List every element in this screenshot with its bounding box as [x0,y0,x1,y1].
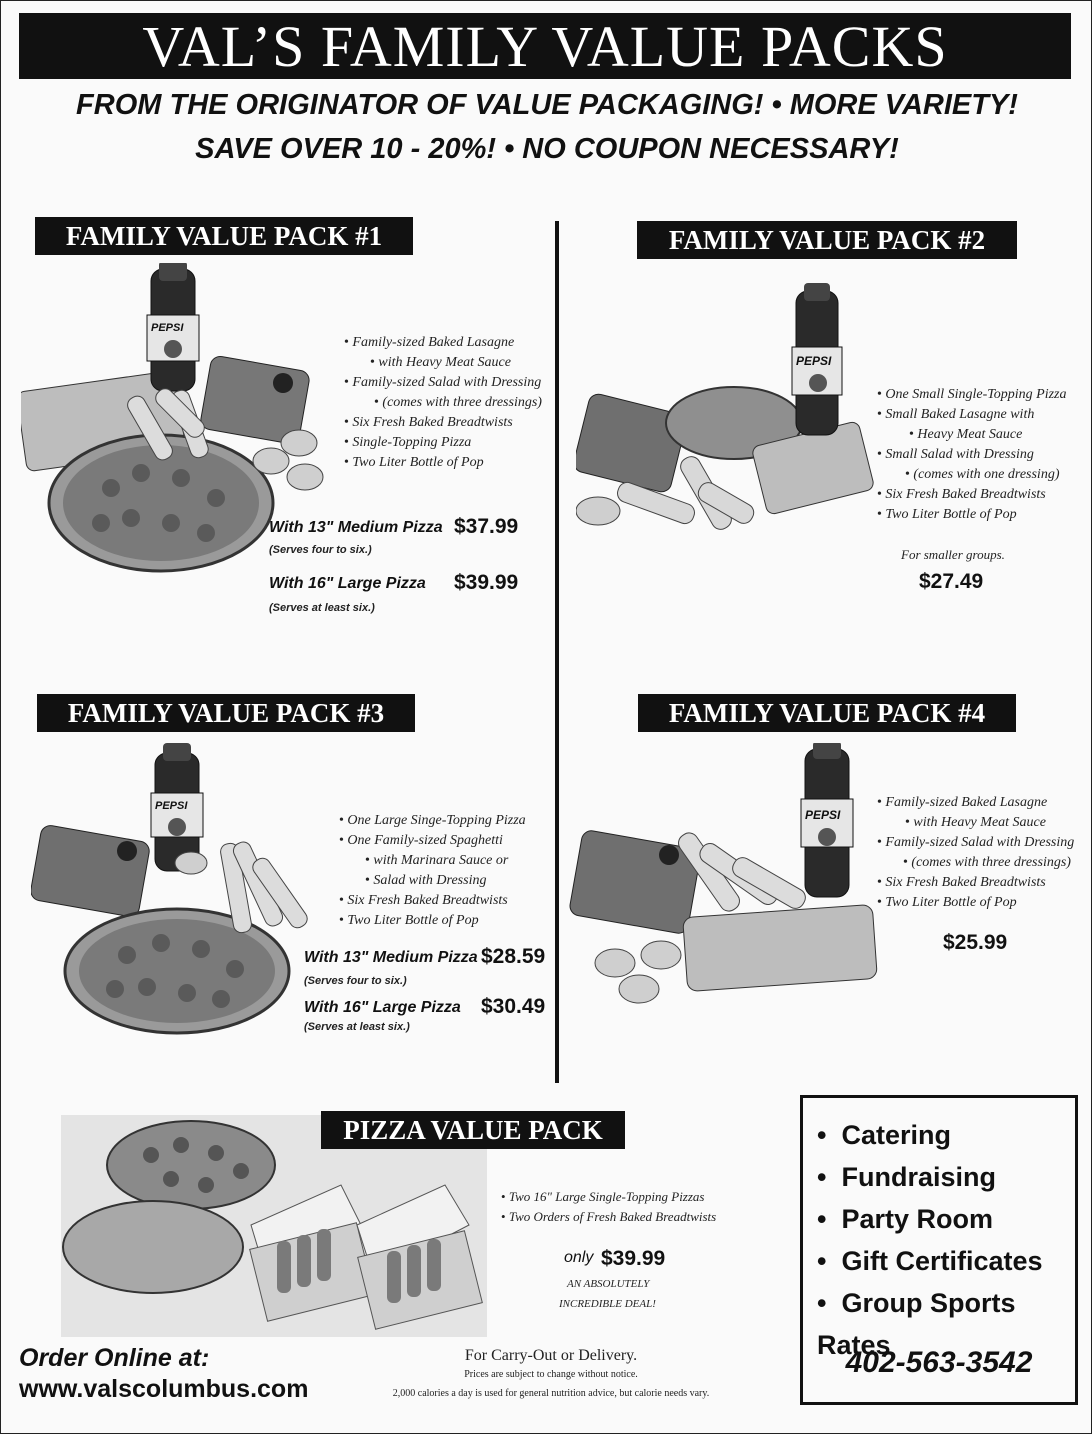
pack1-bottle-brand: PEPSI [151,322,184,334]
services-list [817,1114,1075,1366]
tagline-savings: SAVE OVER 10 - 20%! • NO COUPON NECESSARY! [195,133,899,165]
pack2-item: • Small Salad with Dressing [877,445,1087,465]
service-party-room: • Party Room [817,1198,1075,1240]
calorie-notice: 2,000 calories a day is used for general nutrition advice, but calorie needs vary. [392,1388,710,1399]
pack1-medium-serves: (Serves four to six.) [269,544,372,556]
carry-out-text: For Carry-Out or Delivery. [464,1347,638,1364]
pack1-item: • Six Fresh Baked Breadtwists [344,413,564,433]
pack2-item: • Six Fresh Baked Breadtwists [877,485,1087,505]
pack1-label: FAMILY VALUE PACK #1 [35,217,413,255]
pack3-item: • One Family-sized Spaghetti [339,831,554,851]
pack4-item: • Six Fresh Baked Breadtwists [877,873,1087,893]
pack3-item: • Two Liter Bottle of Pop [339,911,554,931]
pack4-item: • Family-sized Salad with Dressing [877,833,1087,853]
pack4-bottle-brand: PEPSI [805,808,841,822]
pack3-large-option: With 16" Large Pizza [304,999,461,1016]
pack4-item: • with Heavy Meat Sauce [877,813,1087,833]
pack1-large-price: $39.99 [454,571,519,594]
pack4-item: • Two Liter Bottle of Pop [877,893,1087,913]
pack1-item: • Single-Topping Pizza [344,433,564,453]
pack2-item-list [877,385,1087,525]
pack1-item: • Two Liter Bottle of Pop [344,453,564,473]
pack3-label: FAMILY VALUE PACK #3 [37,694,415,732]
phone-number[interactable]: 402-563-3542 [845,1346,1033,1379]
website-link[interactable]: www.valscolumbus.com [19,1375,309,1403]
pack2-item: • Small Baked Lasagne with [877,405,1087,425]
pizza-pack-item: • Two Orders of Fresh Baked Breadtwists [501,1207,741,1227]
pack3-item: • with Marinara Sauce or [339,851,554,871]
pack1-item: • Family-sized Salad with Dressing [344,373,564,393]
price-notice: Prices are subject to change without notice. [464,1369,638,1380]
pack4-food-photo [569,743,879,1023]
pizza-pack-deal-line2: INCREDIBLE DEAL! [559,1298,656,1310]
pack3-item: • One Large Singe-Topping Pizza [339,811,554,831]
pack3-medium-price: $28.59 [481,945,546,968]
pizza-pack-price: $39.99 [601,1247,666,1270]
pack2-item: • Heavy Meat Sauce [877,425,1087,445]
pizza-pack-label: PIZZA VALUE PACK [321,1111,625,1149]
pack2-price: $27.49 [919,570,984,593]
pizza-pack-only: only [564,1249,594,1266]
pack3-item: • Six Fresh Baked Breadtwists [339,891,554,911]
pack4-label: FAMILY VALUE PACK #4 [638,694,1016,732]
pack3-item: • Salad with Dressing [339,871,554,891]
pack3-medium-serves: (Serves four to six.) [304,975,407,987]
pizza-pack-item-list [501,1187,741,1227]
service-gift-certificates: • Gift Certificates [817,1240,1075,1282]
tagline-originator: FROM THE ORIGINATOR OF VALUE PACKAGING! • MORE VARIETY! [76,89,1018,121]
pack4-item: • Family-sized Baked Lasagne [877,793,1087,813]
pack2-food-photo [576,283,876,543]
pack4-item: • (comes with three dressings) [877,853,1087,873]
service-fundraising: • Fundraising [817,1156,1075,1198]
pack1-item-list [344,333,564,473]
pack3-food-photo [31,743,321,1043]
pack3-large-price: $30.49 [481,995,546,1018]
pack1-medium-option: With 13" Medium Pizza [269,519,443,536]
pack2-item: • Two Liter Bottle of Pop [877,505,1087,525]
pizza-pack-item: • Two 16" Large Single-Topping Pizzas [501,1187,741,1207]
pack2-item: • (comes with one dressing) [877,465,1087,485]
pack2-item: • One Small Single-Topping Pizza [877,385,1087,405]
pack3-large-serves: (Serves at least six.) [304,1021,410,1033]
pack4-item-list [877,793,1087,913]
pack2-bottle-brand: PEPSI [796,354,832,368]
pack2-note: For smaller groups. [901,547,1005,562]
pack4-price: $25.99 [943,931,1008,954]
pack1-large-option: With 16" Large Pizza [269,575,426,592]
order-online-label: Order Online at: [19,1344,210,1372]
service-catering: • Catering [817,1114,1075,1156]
pack2-label: FAMILY VALUE PACK #2 [637,221,1017,259]
pack1-medium-price: $37.99 [454,515,519,538]
pack1-item: • Family-sized Baked Lasagne [344,333,564,353]
pizza-pack-deal-line1: AN ABSOLUTELY [567,1278,650,1290]
pack3-bottle-brand: PEPSI [155,800,188,812]
services-box [800,1095,1078,1405]
pack1-item: • with Heavy Meat Sauce [344,353,564,373]
pack3-medium-option: With 13" Medium Pizza [304,949,478,966]
pack1-large-serves: (Serves at least six.) [269,602,375,614]
pack3-item-list [339,811,554,931]
pack1-item: • (comes with three dressings) [344,393,564,413]
service-group-sports-rates: • Group Sports Rates [817,1282,1075,1366]
flyer-title: VAL’S FAMILY VALUE PACKS [19,13,1071,79]
